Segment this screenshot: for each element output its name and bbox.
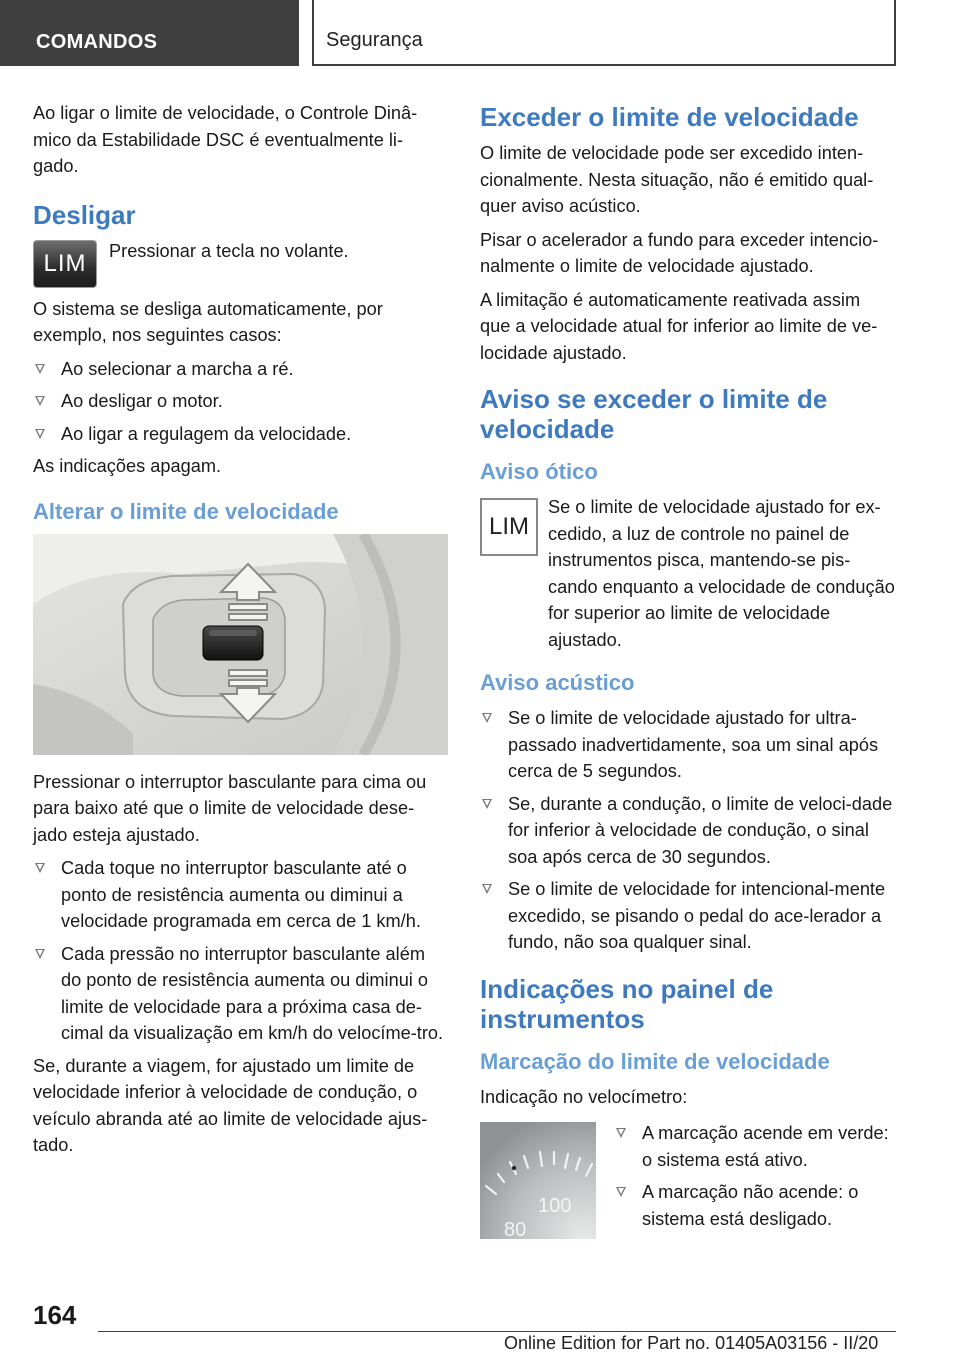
- list-item: Ao ligar a regulagem da velocidade.: [33, 421, 448, 448]
- steering-wheel-switch-photo: [33, 534, 448, 755]
- heading-indicacoes: Indicações no painel de instrumentos: [480, 973, 774, 1034]
- list-item: Cada toque no interruptor basculante até o ponto de resistência aumenta ou diminui a velocidade programada em cerca de 1 km/h.: [33, 855, 448, 935]
- chapter-title: Segurança: [312, 0, 896, 66]
- lim-button-icon: LIM: [33, 240, 97, 288]
- bullet-arrow-icon: [35, 364, 45, 374]
- alterar-paragraph: Pressionar o interruptor basculante para cima ou para baixo até que o limite de velocidade dese-jado esteja ajustado.: [33, 771, 427, 845]
- bullet-arrow-icon: [482, 799, 492, 809]
- list-item: A marcação não acende: o sistema está desligado.: [614, 1179, 895, 1232]
- speedo-label-80: 80: [504, 1219, 527, 1239]
- intro-paragraph: Ao ligar o limite de velocidade, o Controle Dinâ-mico da Estabilidade DSC é eventualmente li-gado.: [33, 103, 418, 176]
- bullet-arrow-icon: [35, 863, 45, 873]
- alterar-list: [33, 855, 448, 1047]
- bullet-arrow-icon: [35, 949, 45, 959]
- heading-marcacao: Marcação do limite de velocidade: [480, 1048, 830, 1074]
- bullet-arrow-icon: [616, 1187, 626, 1197]
- lim-indicator-icon: LIM: [480, 498, 538, 556]
- desligar-text: Pressionar a tecla no volante.: [109, 240, 349, 261]
- left-column: [33, 100, 448, 1166]
- lim-indicator-block: [480, 494, 895, 653]
- list-item: Se o limite de velocidade for intencional-mente excedido, se pisando o pedal do ace-lerador a fundo, não soa qualquer sinal.: [480, 876, 895, 956]
- bullet-arrow-icon: [616, 1128, 626, 1138]
- edition-note: Online Edition for Part no. 01405A03156 - II/20: [504, 1333, 879, 1353]
- heading-aviso: Aviso se exceder o limite de velocidade: [480, 384, 828, 444]
- exceder-paragraph-2: Pisar o acelerador a fundo para exceder intencio-nalmente o limite de velocidade ajustado.: [480, 229, 879, 276]
- otico-text: Se o limite de velocidade ajustado for ex-cedido, a luz de controle no painel de instrumentos pisca, mantendo-se pis-cando enquanto a velocidade de condução for superior ao limite de velocidade ajustado.: [548, 497, 895, 650]
- indicacao-text: Indicação no velocímetro:: [480, 1086, 688, 1107]
- heading-alterar: Alterar o limite de velocidade: [33, 498, 339, 524]
- speedo-label-100: 100: [538, 1195, 572, 1217]
- right-column: [480, 100, 895, 1244]
- speedometer-image: [480, 1122, 596, 1239]
- lim-instruction: [33, 238, 448, 290]
- auto-off-list: [33, 356, 448, 448]
- page-header: [0, 0, 960, 66]
- page-number: 164: [33, 1300, 77, 1330]
- list-item: Ao selecionar a marcha a ré.: [33, 356, 448, 383]
- footer-divider: [98, 1331, 896, 1332]
- bullet-arrow-icon: [35, 429, 45, 439]
- acustico-list: [480, 705, 895, 956]
- exceder-paragraph-3: A limitação é automaticamente reativada assim que a velocidade atual for inferior ao limite de ve-locidade ajustado.: [480, 289, 878, 363]
- marcacao-list: [614, 1120, 895, 1238]
- auto-off-paragraph: O sistema se desliga automaticamente, por exemplo, nos seguintes casos:: [33, 298, 383, 345]
- heading-exceder: Exceder o limite de velocidade: [480, 102, 859, 132]
- heading-aviso-otico: Aviso ótico: [480, 459, 598, 484]
- list-item: A marcação acende em verde: o sistema está ativo.: [614, 1120, 895, 1173]
- bullet-arrow-icon: [35, 396, 45, 406]
- speedometer-block: [480, 1120, 895, 1244]
- list-item: Ao desligar o motor.: [33, 388, 448, 415]
- viagem-paragraph: Se, durante a viagem, for ajustado um limite de velocidade inferior à velocidade de condução, o veículo abranda até ao limite de velocidade ajus-tado.: [33, 1055, 428, 1155]
- exceder-paragraph-1: O limite de velocidade pode ser excedido inten-cionalmente. Nesta situação, não é emitido qual-quer aviso acústico.: [480, 143, 874, 216]
- list-item: Cada pressão no interruptor basculante além do ponto de resistência aumenta ou diminui o limite de velocidade para a próxima casa de-cimal da visualização em km/h do velocíme-tro.: [33, 941, 448, 1047]
- bullet-arrow-icon: [482, 713, 492, 723]
- section-tab: COMANDOS: [0, 0, 299, 66]
- heading-desligar: Desligar: [33, 199, 136, 230]
- bullet-arrow-icon: [482, 884, 492, 894]
- heading-aviso-acustico: Aviso acústico: [480, 670, 635, 695]
- indications-off-text: As indicações apagam.: [33, 456, 222, 476]
- list-item: Se o limite de velocidade ajustado for ultra-passado inadvertidamente, soa um sinal após cerca de 5 segundos.: [480, 705, 895, 785]
- list-item: Se, durante a condução, o limite de veloci-dade for inferior à velocidade de condução, o sinal soa após cerca de 30 segundos.: [480, 791, 895, 871]
